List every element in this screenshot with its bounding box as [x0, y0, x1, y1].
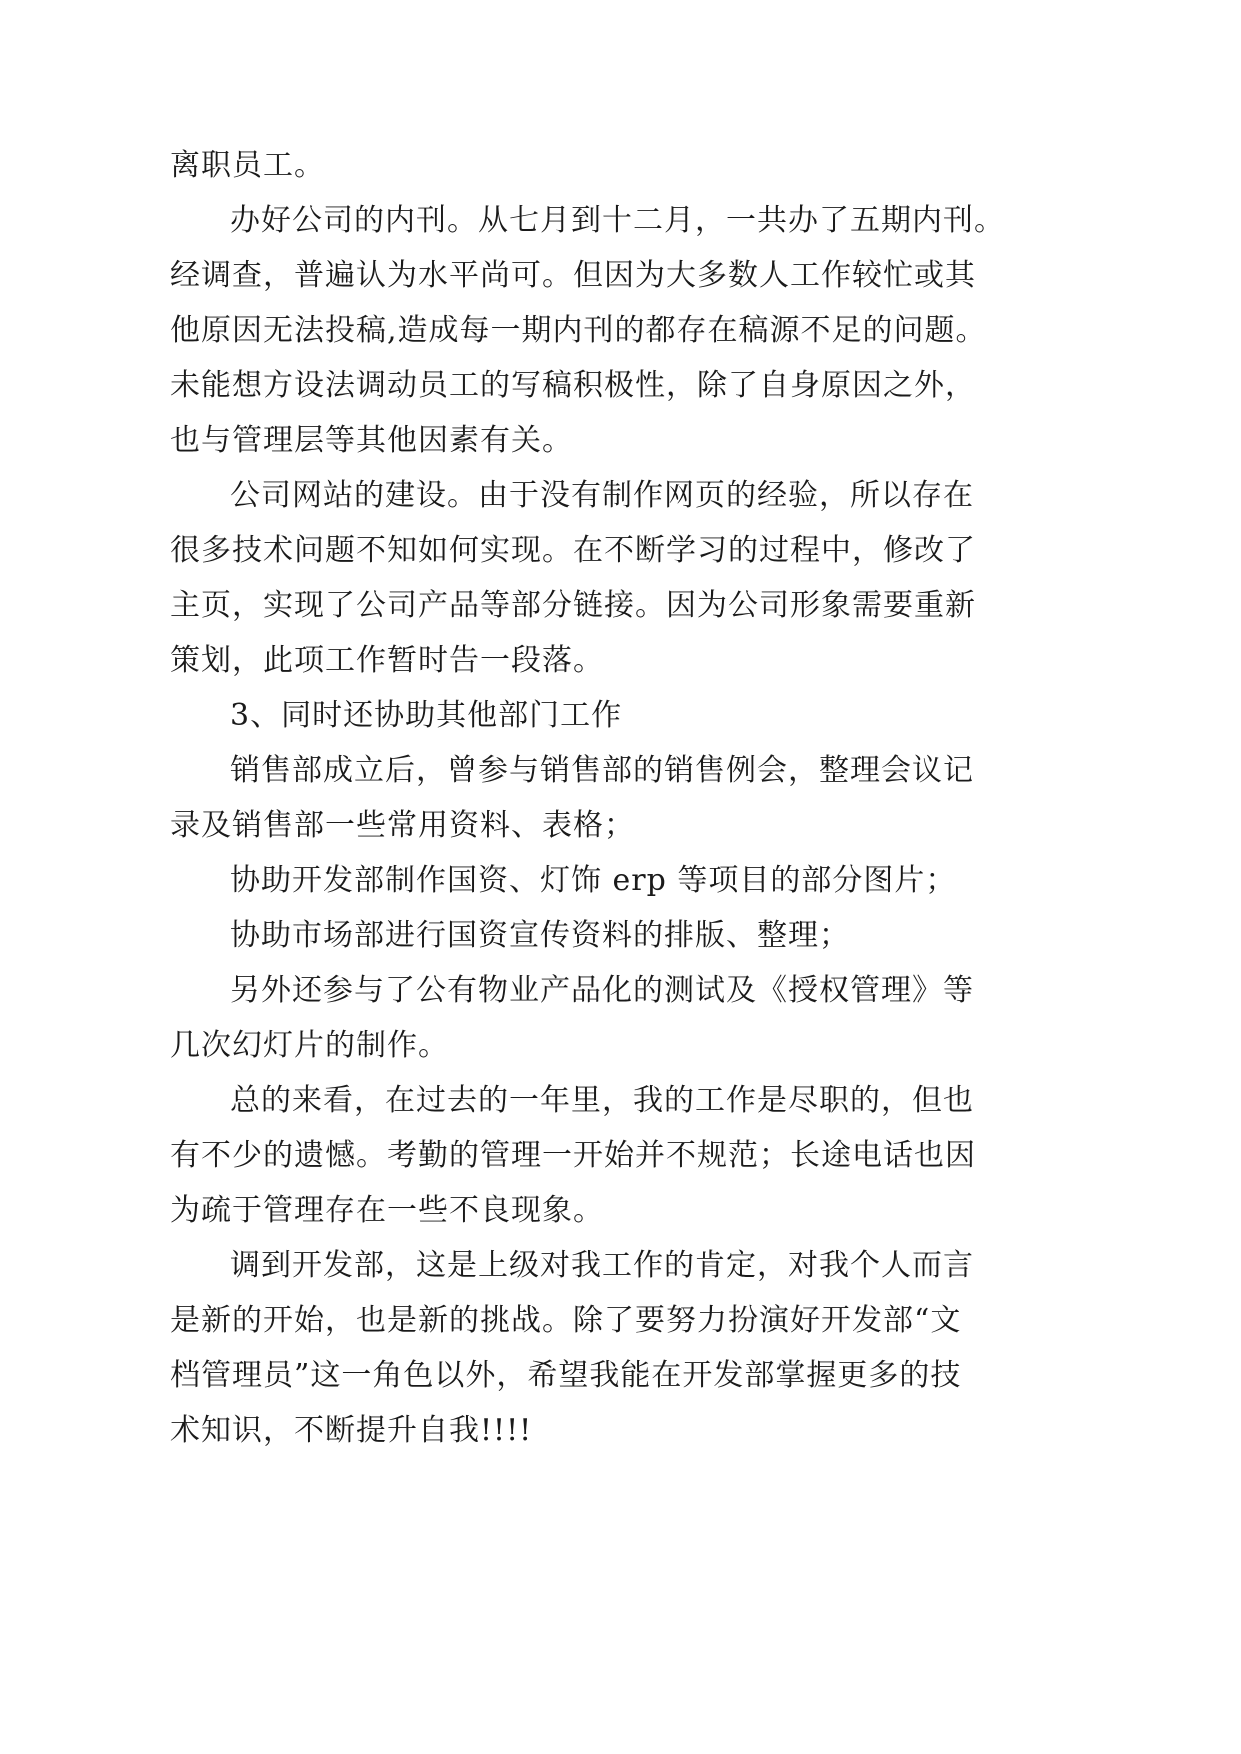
paragraph-start-line: 销售部成立后，曾参与销售部的销售例会，整理会议记	[230, 753, 974, 788]
text-line: 未能想方设法调动员工的写稿积极性，除了自身原因之外，	[170, 368, 976, 403]
text-line: 有不少的遗憾。考勤的管理一开始并不规范；长途电话也因	[170, 1138, 976, 1173]
text-line: 离职员工。	[170, 148, 325, 183]
paragraph-start-line: 总的来看，在过去的一年里，我的工作是尽职的，但也	[230, 1083, 974, 1118]
paragraph-start-line: 公司网站的建设。由于没有制作网页的经验，所以存在	[230, 478, 974, 513]
paragraph-start-line: 办好公司的内刊。从七月到十二月，一共办了五期内刊。	[230, 203, 1005, 238]
text-line: 录及销售部一些常用资料、表格；	[170, 808, 635, 843]
text-line: 术知识，不断提升自我!!!!	[170, 1413, 533, 1448]
text-line: 几次幻灯片的制作。	[170, 1028, 449, 1063]
text-line: 他原因无法投稿,造成每一期内刊的都存在稿源不足的问题。	[170, 313, 987, 348]
section-heading: 3、同时还协助其他部门工作	[230, 698, 623, 733]
paragraph-start-line: 调到开发部，这是上级对我工作的肯定，对我个人而言	[230, 1248, 974, 1283]
paragraph-start-line: 协助开发部制作国资、灯饰 erp 等项目的部分图片；	[230, 863, 957, 898]
paragraph-start-line: 另外还参与了公有物业产品化的测试及《授权管理》等	[230, 973, 974, 1008]
text-line: 是新的开始，也是新的挑战。除了要努力扮演好开发部“文	[170, 1303, 962, 1338]
text-line: 档管理员”这一角色以外，希望我能在开发部掌握更多的技	[170, 1358, 962, 1393]
text-line: 为疏于管理存在一些不良现象。	[170, 1193, 604, 1228]
paragraph-start-line: 协助市场部进行国资宣传资料的排版、整理；	[230, 918, 850, 953]
text-line: 很多技术问题不知如何实现。在不断学习的过程中，修改了	[170, 533, 976, 568]
text-line: 策划，此项工作暂时告一段落。	[170, 643, 604, 678]
text-line: 也与管理层等其他因素有关。	[170, 423, 573, 458]
text-line: 主页，实现了公司产品等部分链接。因为公司形象需要重新	[170, 588, 976, 623]
text-line: 经调查，普遍认为水平尚可。但因为大多数人工作较忙或其	[170, 258, 976, 293]
